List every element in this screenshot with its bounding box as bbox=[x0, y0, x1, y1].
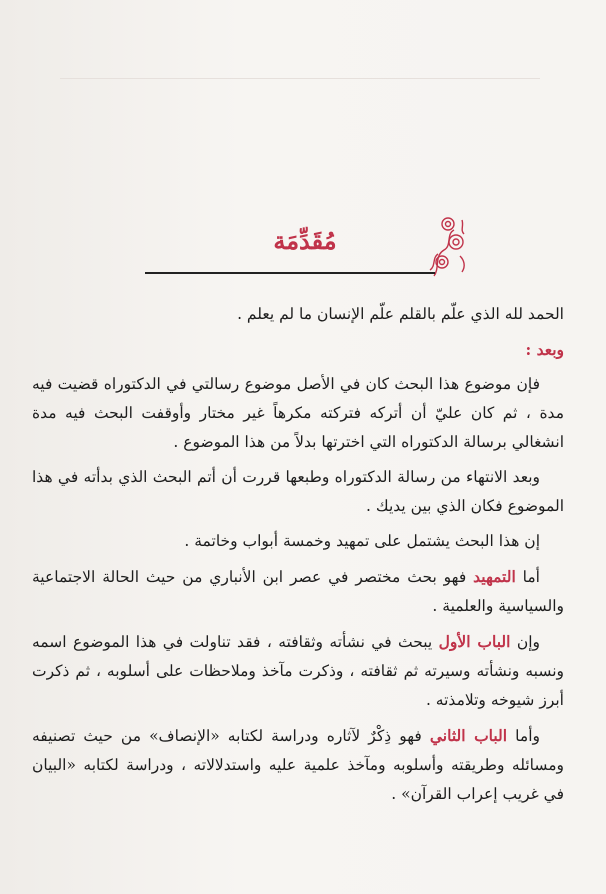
chapter-one-term: الباب الأول bbox=[438, 632, 511, 651]
paragraph-6 bbox=[32, 721, 564, 809]
p4-post: فهو بحث مختصر في عصر ابن الأنباري من حيث الحالة الاجتماعية والسياسية والعلمية . bbox=[32, 568, 564, 615]
tamhid-term: التمهيد bbox=[473, 567, 516, 586]
bleed-through-rule bbox=[60, 78, 540, 79]
p5-post: يبحث في نشأته وثقافته ، فقد تناولت في هذا الموضوع اسمه ونسبه ونشأته وسيرته ثم ثقافته ، وذكرت مآخذ وملاحظات على أسلوبه ، ثم ذكرت أبرز شيوخه وتلامذته . bbox=[32, 633, 564, 709]
paragraph-4 bbox=[32, 562, 564, 621]
paragraph-5 bbox=[32, 627, 564, 715]
chapter-two-term: الباب الثاني bbox=[429, 726, 508, 745]
p6-post: فهو ذِكْرٌ لآثاره ودراسة لكتابه «الإنصاف» من حيث تصنيفه ومسائله وطريقته وأسلوبه ومآخذ علمية عليه واستدلالاته ، ودراسة لكتابه «البيان في غريب إعراب القرآن» . bbox=[32, 727, 564, 803]
paragraph-3: إن هذا البحث يشتمل على تمهيد وخمسة أبواب وخاتمة . bbox=[184, 532, 540, 550]
wabad-label: وبعد : bbox=[525, 340, 564, 359]
opening-line: الحمد لله الذي علّم بالقلم علّم الإنسان ما لم يعلم . bbox=[237, 305, 564, 323]
heading-underline bbox=[145, 272, 435, 274]
paragraph-2: وبعد الانتهاء من رسالة الدكتوراه وطبعها قررت أن أتم البحث الذي بدأته في هذا الموضوع فكان الذي بين يديك . bbox=[32, 468, 564, 515]
paragraph-1: فإن موضوع هذا البحث كان في الأصل موضوع رسالتي في الدكتوراه قضيت فيه مدة ، ثم كان عليّ أن أتركه فتركته مكرهاً غير مختار وأوقفت البحث فيه مدة انشغالي برسالة الدكتوراه التي اخترتها بدلاً من هذا الموضوع . bbox=[32, 375, 564, 451]
p5-pre: وإن bbox=[510, 633, 540, 651]
p4-pre: أما bbox=[515, 568, 540, 586]
p6-pre: وأما bbox=[507, 727, 540, 745]
floral-flourish-icon bbox=[426, 210, 470, 280]
body-text bbox=[32, 300, 564, 815]
section-heading: مُقَدِّمَة bbox=[273, 226, 337, 255]
